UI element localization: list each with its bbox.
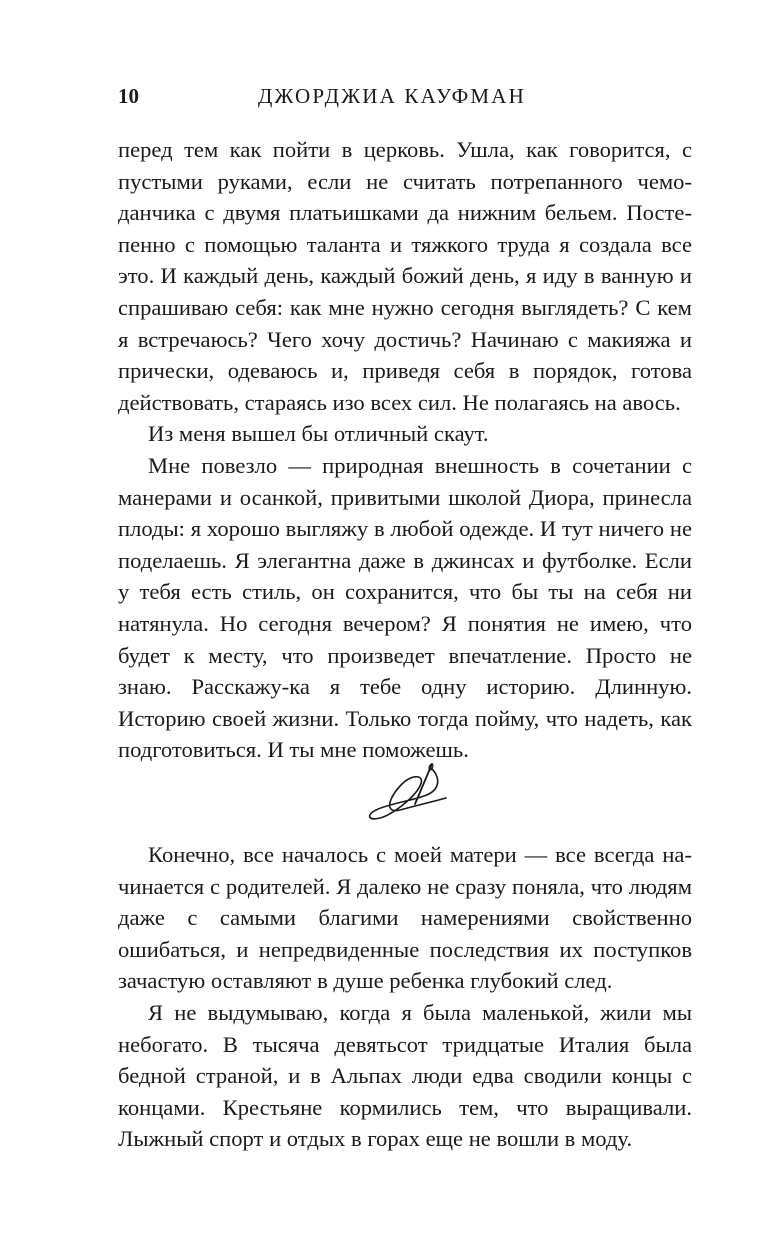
text-block-after-break [118, 839, 692, 1155]
paragraph: Конечно, все началось с моей матери — все всегда начинается с родителей. Я далеко не сразу поняла, что людям даже с самыми благими намерениями свойственно ошибаться, и непредвиденные последствия их поступков зачастую оставляют в душе ребенка глубокий след. [118, 842, 692, 994]
book-author: ДЖОРДЖИА КАУФМАН [258, 84, 527, 108]
text-block-before-break [118, 134, 692, 766]
paragraph: Из меня вышел бы отличный скаут. [148, 421, 489, 447]
paragraph: Я не выдумываю, когда я была маленькой, жили мы небогато. В тысяча девятьсот тридцатые Италия была бедной страной, и в Альпах люди едва сводили концы с концами. Крестьяне кормились тем, что выращивали. Лыжный спорт и отдых в горах еще не вошли в моду. [118, 999, 692, 1152]
page-number: 10 [118, 84, 139, 108]
paragraph: Мне повезло — природная внешность в сочетании с манерами и осанкой, привитыми школой Диора, принесла плоды: я хорошо выгляжу в любой одежде. И тут ничего не поделаешь. Я элегантна даже в джинсах и футболке. Если у тебя есть стиль, он сохранится, что бы ты на себя ни натянула. Но сегодня вечером? Я понятия не имею, что будет к месту, что произведет впечатление. Просто не знаю. Расскажу-ка я тебе одну историю. Длинную. Историю своей жизни. Только тогда пойму, что надеть, как подготовиться. И ты мне поможешь. [118, 452, 692, 763]
paragraph: перед тем как пойти в церковь. Ушла, как говорится, с пустыми руками, если не считать потрепанного чемоданчика с двумя платьишками да нижним бельем. Постепенно с помощью таланта и тяжкого труда я создала все это. И каждый день, каждый божий день, я иду в ванную и спрашиваю себя: как мне нужно сегодня выглядеть? С кем я встречаюсь? Чего хочу достичь? Начинаю с макияжа и прически, одеваюсь и, приведя себя в порядок, готова действовать, стараясь изо всех сил. Не полагаясь на авось. [118, 137, 692, 415]
running-head [118, 84, 690, 114]
needle-and-thread-icon [362, 760, 452, 822]
